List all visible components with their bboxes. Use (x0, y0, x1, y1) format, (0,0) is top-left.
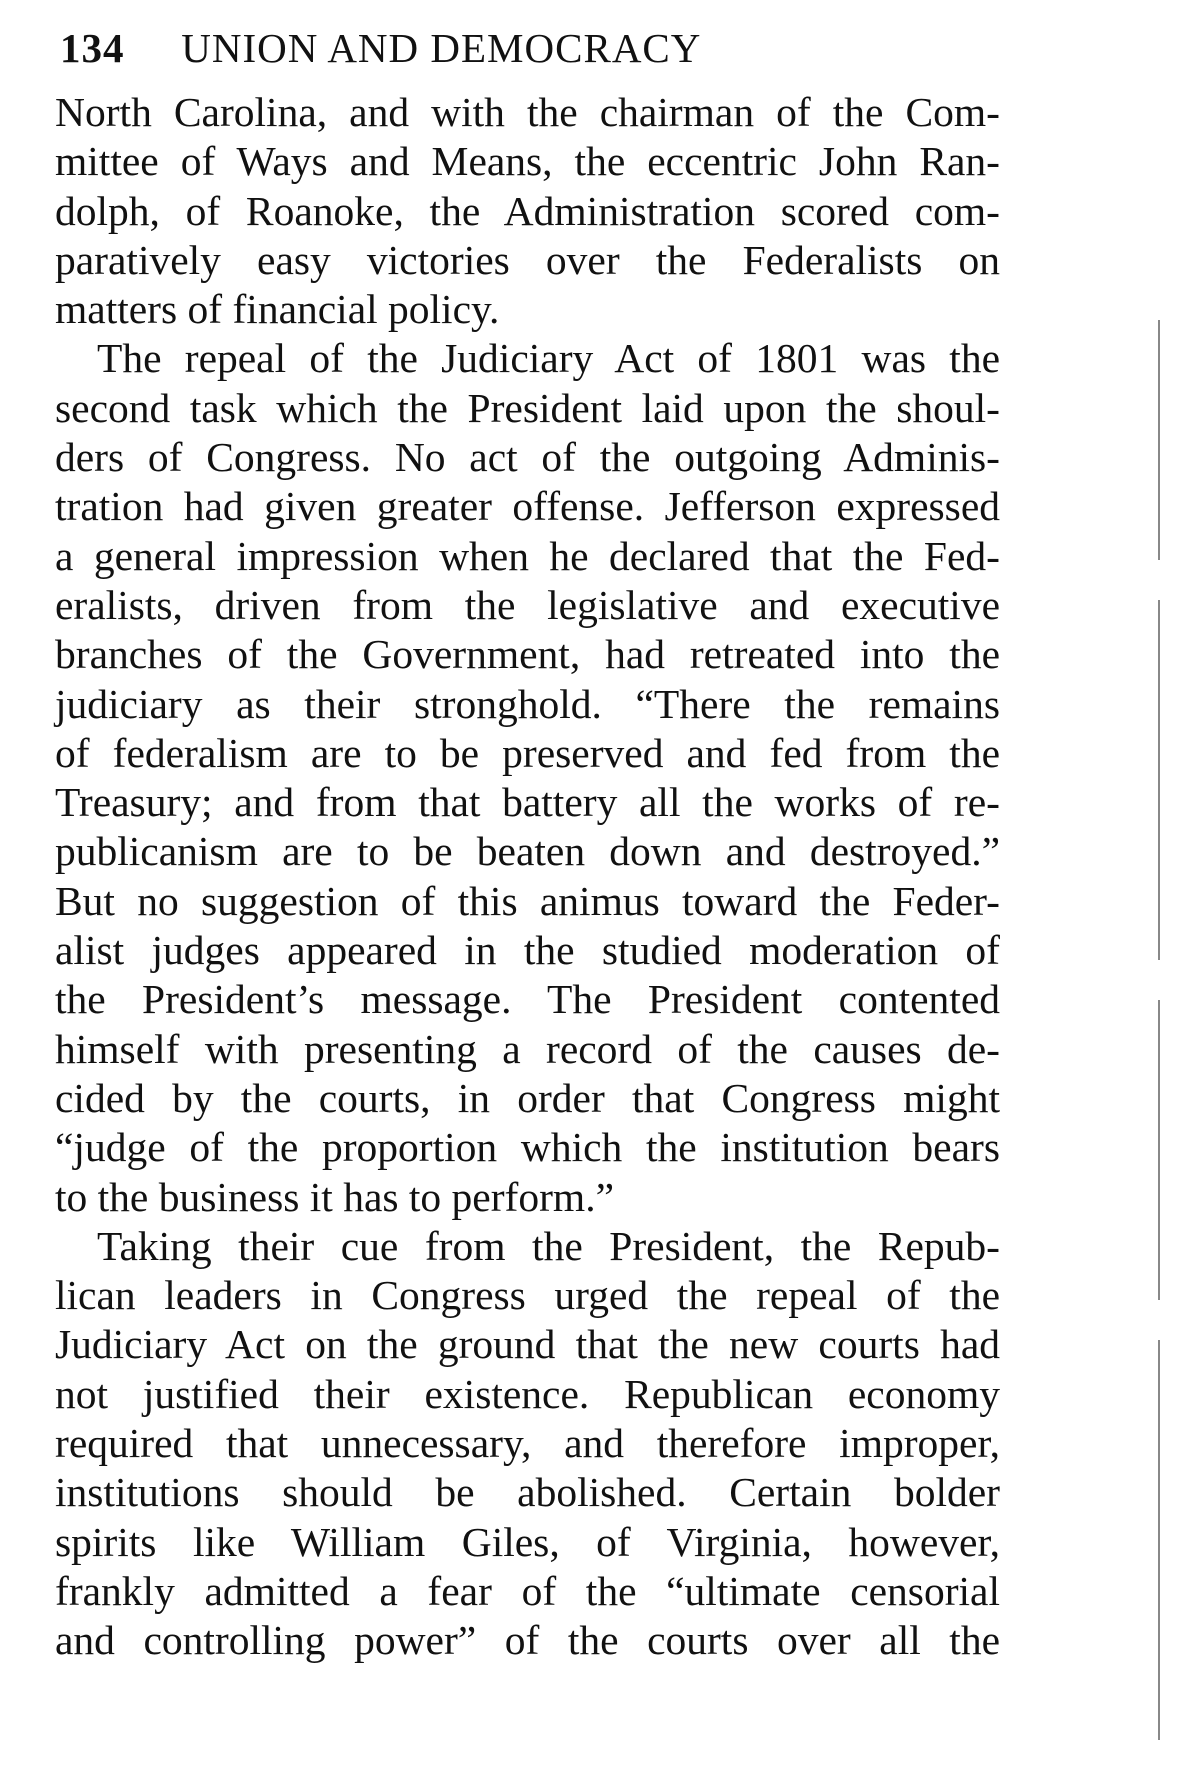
edge-line (1158, 1000, 1160, 1300)
text-line: cided by the courts, in order that Congress might (55, 1074, 1000, 1121)
page-header (60, 18, 960, 78)
text-line: dolph, of Roanoke, the Administration scored com- (55, 187, 1000, 234)
body-text (55, 88, 1000, 1666)
text-line: The repeal of the Judiciary Act of 1801 was the (97, 335, 1000, 382)
text-line: “judge of the proportion which the institution bears (55, 1124, 1000, 1171)
text-line: the President’s message. The President contented (55, 976, 1000, 1023)
text-line: frankly admitted a fear of the “ultimate censorial (55, 1567, 1000, 1614)
text-line: Judiciary Act on the ground that the new courts had (55, 1321, 1000, 1368)
text-line: But no suggestion of this animus toward the Feder- (55, 877, 1000, 924)
text-line: not justified their existence. Republican economy (55, 1370, 1000, 1417)
text-line: required that unnecessary, and therefore improper, (55, 1420, 1000, 1467)
text-line: and controlling power” of the courts over all the (55, 1617, 1000, 1664)
text-line: North Carolina, and with the chairman of the Com- (55, 89, 1000, 135)
text-line: lican leaders in Congress urged the repeal of the (55, 1272, 1000, 1319)
text-line: himself with presenting a record of the causes de- (55, 1025, 1000, 1072)
text-line: paratively easy victories over the Federalists on (55, 236, 1000, 283)
page-number: 134 (60, 25, 125, 71)
text-line: tration had given greater offense. Jefferson expressed (55, 483, 1000, 530)
edge-line (1158, 320, 1160, 560)
text-line: publicanism are to be beaten down and destroyed.” (55, 828, 1000, 875)
text-line: spirits like William Giles, of Virginia, however, (55, 1518, 1000, 1565)
page-edge-marks (1155, 40, 1163, 1760)
text-line: institutions should be abolished. Certain bolder (55, 1469, 1000, 1516)
text-line: Treasury; and from that battery all the works of re- (55, 779, 1000, 826)
text-line: judiciary as their stronghold. “There the remains (55, 680, 1000, 727)
text-line: eralists, driven from the legislative and executive (55, 581, 1000, 628)
text-line: a general impression when he declared that the Fed- (55, 532, 1000, 579)
text-line: second task which the President laid upon the shoul- (55, 384, 1000, 431)
text-line: ders of Congress. No act of the outgoing Adminis- (55, 434, 1000, 481)
text-line: matters of financial policy. (55, 286, 500, 333)
text-line: of federalism are to be preserved and fed from the (55, 729, 1000, 776)
edge-line (1158, 1340, 1160, 1740)
text-line: alist judges appeared in the studied moderation of (55, 927, 1000, 974)
text-line: branches of the Government, had retreated into the (55, 631, 1000, 678)
text-line: Taking their cue from the President, the Repub- (97, 1222, 1000, 1269)
text-line: mittee of Ways and Means, the eccentric John Ran- (55, 138, 1000, 185)
text-line: to the business it has to perform.” (55, 1173, 614, 1220)
edge-line (1158, 600, 1160, 960)
running-head: UNION AND DEMOCRACY (181, 25, 702, 71)
